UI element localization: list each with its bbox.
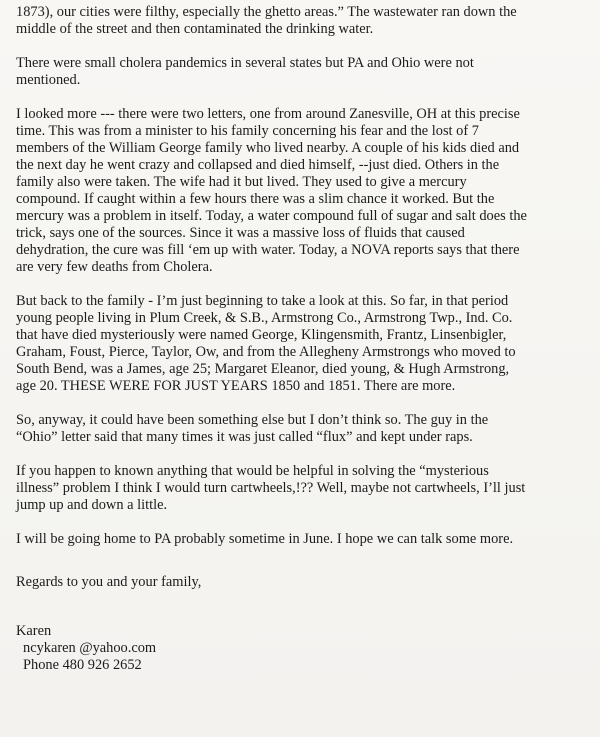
paragraph-6: If you happen to known anything that would be helpful in solving the “mysterious illness” problem I think I would turn cartwheels,!?? Well, maybe not cartwheels, I’ll just jump up and down a little.	[16, 463, 526, 513]
paragraph-4: But back to the family - I’m just beginning to take a look at this. So far, in that period young people living in Plum Creek, & S.B., Armstrong Co., Armstrong Twp., Ind. Co. that have died mysteriously were named George, Klingensmith, Frantz, Linsenbigler, Graham, Foust, Pierce, Taylor, Ow, and from the Allegheny Armstrongs who moved to South Bend, was a James, age 25; Margaret Eleanor, died young, & Hugh Armstrong, age 20. THESE WERE FOR JUST YEARS 1850 and 1851. There are more.	[16, 293, 516, 394]
closing-line: Regards to you and your family,	[16, 574, 202, 590]
paragraph-1: 1873), our cities were filthy, especially the ghetto areas.” The wastewater ran down the middle of the street and then contaminated the drinking water.	[16, 4, 517, 37]
signature-block	[16, 623, 588, 674]
signature-name: Karen	[16, 623, 52, 639]
paragraph-2: There were small cholera pandemics in several states but PA and Ohio were not mentioned.	[16, 55, 474, 88]
signature-phone: Phone 480 926 2652	[23, 657, 142, 673]
signature-email: ncykaren @yahoo.com	[23, 640, 157, 656]
paragraph-3: I looked more --- there were two letters, one from around Zanesville, OH at this precise time. This was from a minister to his family concerning his fear and the lost of 7 members of the William George family who lived nearby. A couple of his kids died and the next day he went crazy and collapsed and died himself, --just died. Others in the family also were taken. The wife had it but lived. They used to give a mercury compound. If caught within a few hours there was a slim chance it worked. But the mercury was a problem in itself. Today, a water compound full of sugar and salt does the trick, says one of the sources. Since it was a massive loss of fluids that caused dehydration, the cure was fill ‘em up with water. Today, a NOVA reports says that there are very few deaths from Cholera.	[16, 106, 527, 275]
paragraph-5: So, anyway, it could have been something else but I don’t think so. The guy in the “Ohio” letter said that many times it was just called “flux” and kept under raps.	[16, 412, 489, 445]
paragraph-7: I will be going home to PA probably sometime in June. I hope we can talk some more.	[16, 531, 514, 547]
